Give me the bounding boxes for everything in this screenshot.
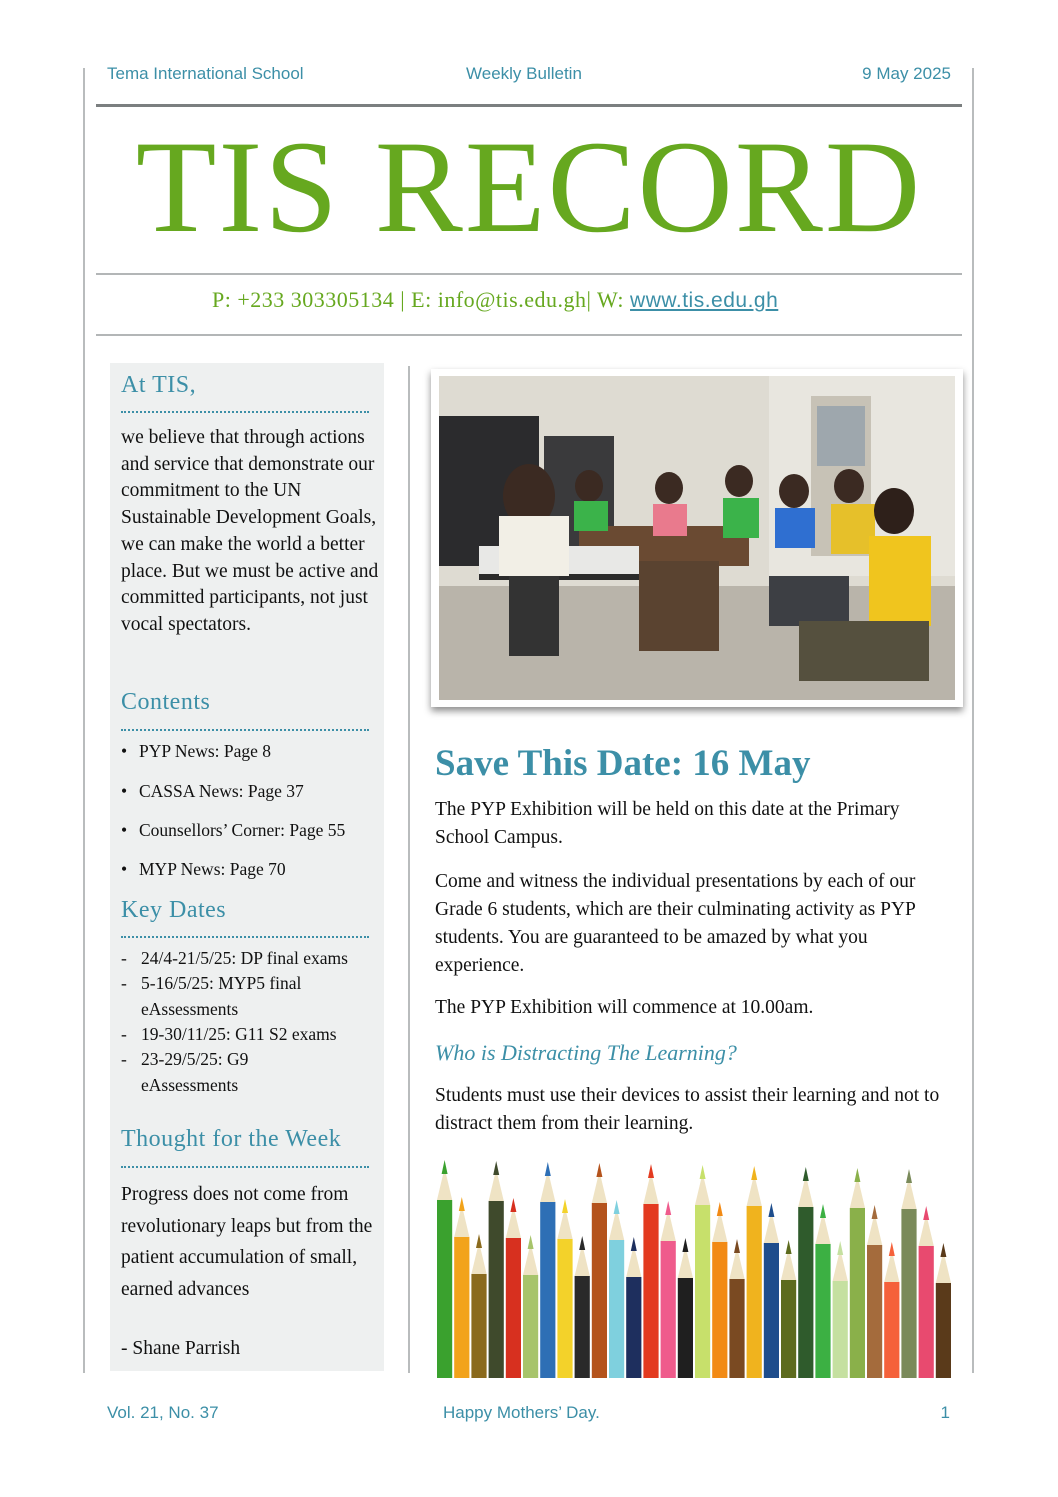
contents-item[interactable]: • MYP News: Page 70 <box>121 859 286 879</box>
key-date-item: - 5-16/5/25: MYP5 final <box>121 973 302 993</box>
article-subheading: Who is Distracting The Learning? <box>435 1040 737 1065</box>
page-left-border <box>83 68 85 1373</box>
page-number: 1 <box>940 1403 950 1422</box>
volume-number: Vol. 21, No. 37 <box>107 1403 219 1422</box>
dotted-divider <box>121 729 369 731</box>
key-date-item: - 23-29/5/25: G9 <box>121 1049 249 1069</box>
article-headline: Save This Date: 16 May <box>435 743 811 784</box>
header-rule-top <box>96 104 962 107</box>
sidebar <box>110 363 384 1371</box>
contents-item[interactable]: • Counsellors’ Corner: Page 55 <box>121 820 346 840</box>
photo-frame <box>431 369 963 707</box>
key-date-item-continued: eAssessments <box>141 999 239 1019</box>
key-date-item: - 24/4-21/5/25: DP final exams <box>121 948 348 968</box>
contents-item[interactable]: • CASSA News: Page 37 <box>121 781 304 801</box>
thought-quote: Progress does not come from revolutionary leaps but from the patient accumulation of small, earned advances <box>121 1184 373 1300</box>
classroom-photo <box>439 376 955 700</box>
website-link[interactable]: www.tis.edu.gh <box>630 289 779 312</box>
thought-heading: Thought for the Week <box>121 1126 342 1152</box>
issue-date: 9 May 2025 <box>862 64 951 83</box>
contact-details: P: +233 303305134 | E: info@tis.edu.gh| W: <box>212 287 631 312</box>
contents-item[interactable]: • PYP News: Page 8 <box>121 741 272 761</box>
school-name: Tema International School <box>107 64 304 83</box>
page-right-border <box>972 68 974 1373</box>
article-paragraph: The PYP Exhibition will be held on this date at the Primary School Campus. <box>435 799 900 848</box>
contents-heading: Contents <box>121 689 211 715</box>
key-dates-heading: Key Dates <box>121 897 227 923</box>
key-date-item-continued: eAssessments <box>141 1075 239 1095</box>
colored-pencils-illustration <box>436 1150 952 1378</box>
dotted-divider <box>121 936 369 938</box>
at-tis-heading: At TIS, <box>121 372 197 398</box>
article-paragraph: The PYP Exhibition will commence at 10.00am. <box>435 997 814 1018</box>
bulletin-label: Weekly Bulletin <box>466 64 582 83</box>
masthead-title: TIS RECORD <box>135 113 923 260</box>
header-rule-middle <box>96 273 962 275</box>
thought-author: - Shane Parrish <box>121 1338 241 1359</box>
column-divider <box>408 366 410 1373</box>
contact-line <box>212 287 778 313</box>
header-rule-bottom <box>96 334 962 336</box>
dotted-divider <box>121 1166 369 1168</box>
footer-message: Happy Mothers’ Day. <box>443 1403 600 1422</box>
dotted-divider <box>121 411 369 413</box>
key-date-item: - 19-30/11/25: G11 S2 exams <box>121 1024 337 1044</box>
at-tis-body: we believe that through actions and service that demonstrate our commitment to the UN Sustainable Development Goals, we can make the world a better place. But we must be active and committed participants, not just vocal spectators. <box>121 427 379 635</box>
article-paragraph: Come and witness the individual presentations by each of our Grade 6 students, which are their culminating activity as PYP students. You are guaranteed to be amazed by what you experience. <box>435 871 916 976</box>
article-paragraph: Students must use their devices to assist their learning and not to distract them from their learning. <box>435 1085 940 1134</box>
